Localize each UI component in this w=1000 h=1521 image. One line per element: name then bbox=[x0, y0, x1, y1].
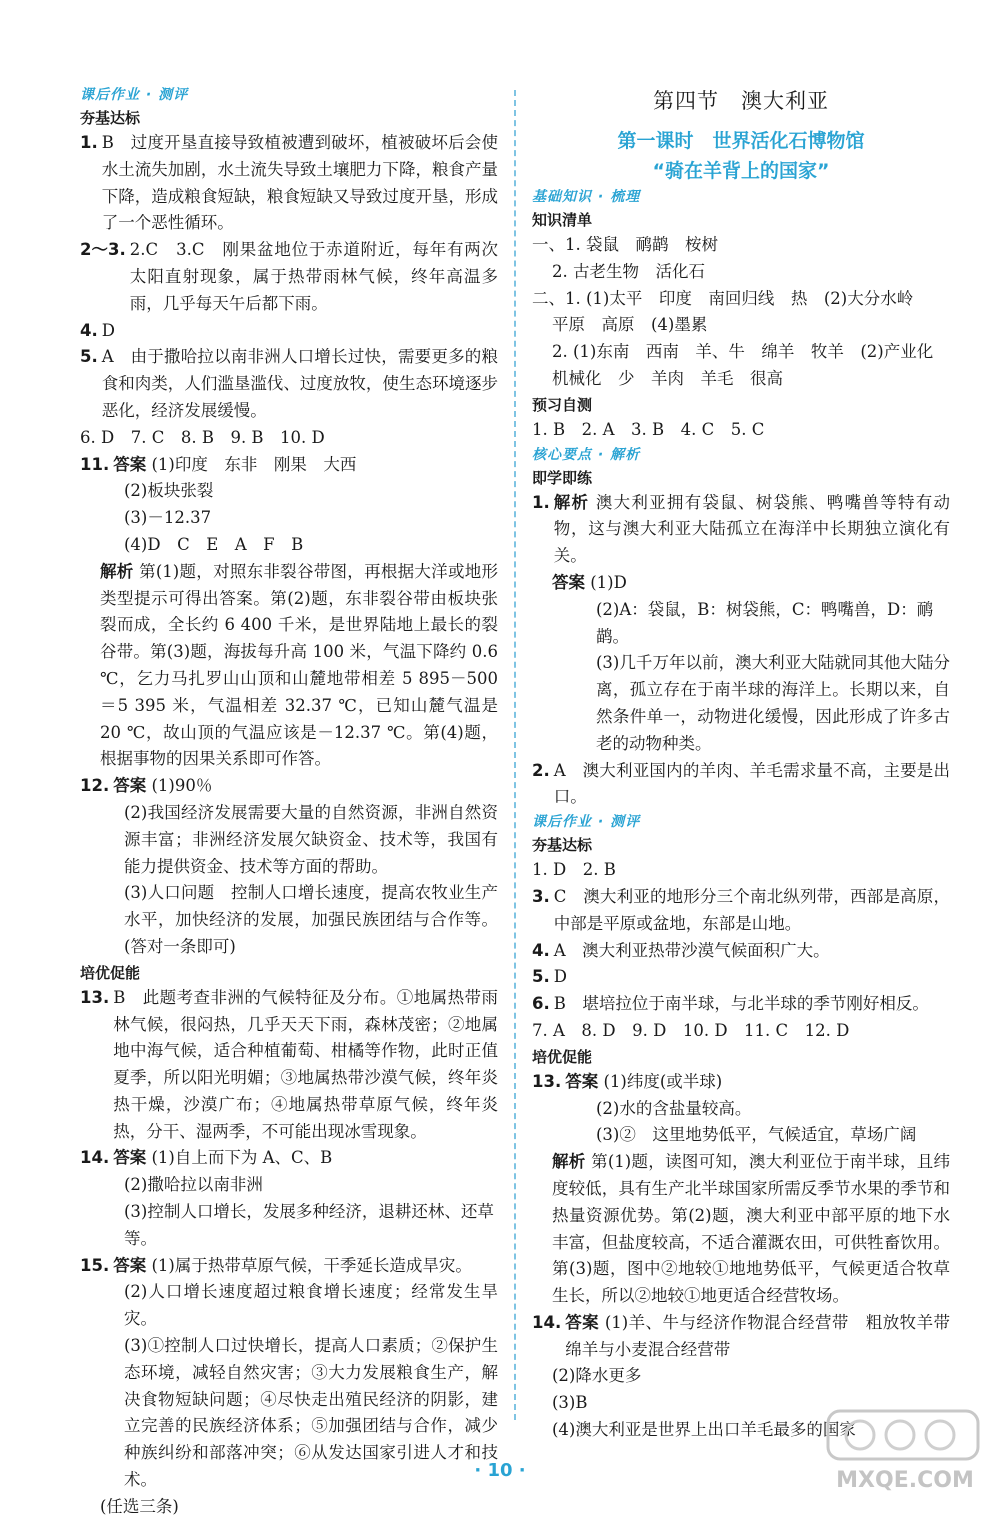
right-column bbox=[532, 84, 967, 1444]
page-number: · 10 · bbox=[474, 1460, 526, 1481]
answer-item bbox=[532, 758, 950, 812]
watermark-logo-icon bbox=[820, 1405, 990, 1495]
answer-text: (2)我国经济发展需要大量的自然资源，非洲自然资源丰富；非洲经济发展欠缺资金、技术等，我国有能力提供资金、技术等方面的帮助。 bbox=[124, 802, 498, 876]
knowledge-line: 一、1. 袋鼠 鸸鹋 桉树 bbox=[532, 235, 718, 254]
knowledge-line: 机械化 少 羊肉 羊毛 很高 bbox=[552, 368, 783, 388]
answer-label: 答案 bbox=[565, 1312, 600, 1332]
answer-item bbox=[80, 237, 498, 317]
item-text: A 澳大利亚国内的羊肉、羊毛需求量不高，主要是出口。 bbox=[553, 760, 950, 807]
item-text: A 由于撒哈拉以南非洲人口增长过快，需要更多的粮食和肉类，人们滥垦滥伐、过度放牧，使生态环境逐步恶化，经济发展缓慢。 bbox=[101, 347, 498, 420]
item-number: 12. bbox=[80, 776, 110, 796]
item-number: 2～3. bbox=[80, 240, 126, 260]
answer-line: 1. B 2. A 3. B 4. C 5. C bbox=[532, 419, 765, 439]
answer-text: (1)羊、牛与经济作物混合经营带 粗放牧羊带 绵羊与小麦混合经营带 bbox=[565, 1312, 967, 1359]
answer-item bbox=[532, 884, 950, 938]
answer-item bbox=[80, 318, 498, 345]
answer-text: (2)板块张裂 bbox=[124, 481, 214, 501]
answer-text: (4)D C E A F B bbox=[124, 534, 304, 554]
item-number: 4. bbox=[80, 320, 98, 340]
analysis-text: 澳大利亚拥有袋鼠、树袋熊、鸭嘴兽等特有动物，这与澳大利亚大陆孤立在海洋中长期独立演化有关。 bbox=[553, 492, 951, 566]
watermark-text: MXQE.COM bbox=[836, 1468, 974, 1493]
knowledge-line: 2. 古老生物 活化石 bbox=[552, 261, 705, 281]
answer-text: (3)人口问题 控制人口增长速度，提高农牧业生产水平，加快经济的发展，加强民族团结与合作等。(答对一条即可) bbox=[124, 883, 498, 956]
answer-text: (2)人口增长速度超过粮食增长速度；经常发生旱灾。 bbox=[124, 1282, 498, 1329]
analysis-text: 第(1)题，读图可知，澳大利亚位于南半球，且纬度较低，具有生产北半球国家所需反季节水果的季节和热量资源优势。第(2)题，澳大利亚中部平原的地下水丰富，但盐度较高，不适合灌溉农田，可供牲畜饮用。第(3)题，图中②地较①地地势低平，气候更适合牧草生长，所以②地较①地更适合经营牧场。 bbox=[552, 1152, 951, 1306]
item-number: 6. bbox=[532, 994, 550, 1014]
answer-text: (2)撒哈拉以南非洲 bbox=[124, 1175, 263, 1195]
answer-text: (3)B bbox=[552, 1393, 588, 1413]
answer-item bbox=[80, 452, 498, 479]
answer-text: (3)② 这里地势低平，气候适宜，草场广阔 bbox=[596, 1125, 917, 1145]
section-header: 核心要点 · 解析 bbox=[532, 446, 641, 463]
answer-text: (1)D bbox=[590, 572, 627, 592]
item-number: 1. bbox=[532, 492, 550, 512]
item-number: 2. bbox=[532, 760, 550, 780]
item-number: 4. bbox=[532, 940, 550, 960]
item-number: 14. bbox=[532, 1312, 562, 1332]
item-text: A 澳大利亚热带沙漠气候面积广大。 bbox=[553, 940, 830, 960]
answer-item bbox=[532, 991, 950, 1018]
answer-text: (1)自上而下为 A、C、B bbox=[151, 1148, 333, 1168]
subsection-header: 夯基达标 bbox=[80, 109, 141, 127]
answer-item bbox=[532, 490, 950, 570]
subsection-header: 预习自测 bbox=[532, 395, 593, 414]
answer-item bbox=[80, 1145, 498, 1172]
item-number: 11. bbox=[80, 454, 110, 474]
item-number: 13. bbox=[532, 1071, 562, 1091]
analysis bbox=[80, 559, 498, 773]
analysis-label: 解析 bbox=[100, 561, 134, 581]
item-text: 2.C 3.C 刚果盆地位于赤道附近，每年有两次太阳直射现象，属于热带雨林气候，终年高温多雨，几乎每天午后都下雨。 bbox=[129, 240, 498, 313]
left-column bbox=[80, 84, 498, 1521]
answer-item bbox=[80, 130, 498, 237]
item-number: 15. bbox=[80, 1255, 110, 1275]
knowledge-line: 平原 高原 (4)墨累 bbox=[552, 315, 708, 335]
answer-text: (3)控制人口增长，发展多种经济，退耕还林、还草等。 bbox=[124, 1202, 494, 1248]
answer-item bbox=[532, 964, 950, 991]
answer-text: (1)属于热带草原气候，干季延长造成旱灾。 bbox=[151, 1255, 472, 1275]
analysis bbox=[532, 1149, 950, 1310]
item-number: 1. bbox=[80, 133, 98, 152]
answer-item bbox=[80, 344, 498, 424]
item-text: B 堪培拉位于南半球，与北半球的季节刚好相反。 bbox=[553, 994, 929, 1014]
answer-line: 6. D 7. C 8. B 9. B 10. D bbox=[80, 427, 325, 447]
subsection-header: 培优促能 bbox=[532, 1047, 593, 1066]
answer-text: (4)澳大利亚是世界上出口羊毛最多的国家 bbox=[552, 1420, 856, 1440]
answer-label: 答案 bbox=[113, 454, 147, 474]
item-text: B 过度开垦直接导致植被遭到破坏，植被破坏后会使水土流失加剧，水土流失导致土壤肥力下降，粮食产量下降，造成粮食短缺，粮食短缺又导致过度开垦，形成了一个恶性循环。 bbox=[101, 133, 498, 233]
item-number: 14. bbox=[80, 1148, 110, 1168]
answer-item bbox=[80, 1253, 498, 1280]
subsection-header: 知识清单 bbox=[532, 211, 593, 229]
answer-text: (3)－12.37 bbox=[124, 508, 212, 528]
answer-label: 答案 bbox=[113, 1255, 147, 1275]
knowledge-line: 二、1. (1)太平 印度 南回归线 热 (2)大分水岭 bbox=[532, 288, 914, 308]
answer-note: (任选三条) bbox=[100, 1496, 179, 1516]
item-number: 5. bbox=[532, 967, 550, 987]
subsection-header: 即学即练 bbox=[532, 468, 593, 487]
subsection-header: 培优促能 bbox=[80, 963, 141, 982]
answer-text: (2)降水更多 bbox=[552, 1366, 642, 1386]
answer-item bbox=[532, 1310, 967, 1364]
item-number: 5. bbox=[80, 347, 98, 367]
answer-text: (1)印度 东非 刚果 大西 bbox=[151, 454, 357, 474]
answer-label: 答案 bbox=[113, 1148, 147, 1168]
item-text: B 此题考查非洲的气候特征及分布。①地属热带雨林气候，很闷热，几乎天天下雨，森林茂密；②地属地中海气候，适合种植葡萄、柑橘等作物，此时正值夏季，所以阳光明媚；③地属热带沙漠气候，终年炎热干燥，沙漠广布；④地属热带草原气候，终年炎热，分干、湿两季，不可能出现冰雪现象。 bbox=[113, 987, 498, 1141]
answer-item bbox=[80, 985, 498, 1146]
section-header: 课后作业 · 测评 bbox=[80, 87, 189, 103]
analysis-label: 解析 bbox=[552, 1152, 586, 1172]
answer-label: 答案 bbox=[565, 1071, 599, 1091]
lesson-title: 第一课时 世界活化石博物馆 bbox=[617, 130, 865, 152]
analysis-label: 解析 bbox=[553, 492, 590, 512]
answer-line: 7. A 8. D 9. D 10. D 11. C 12. D bbox=[532, 1020, 850, 1040]
answer-text: (3)①控制人口过快增长，提高人口素质；②保护生态环境，减轻自然灾害；③大力发展粮食生产，解决食物短缺问题；④尽快走出殖民经济的阴影，建立完善的民族经济体系；⑤加强团结与合作，减少种族纠纷和部落冲突；⑥从发达国家引进人才和技术。 bbox=[124, 1336, 498, 1490]
knowledge-line: 2. (1)东南 西南 羊、牛 绵羊 牧羊 (2)产业化 bbox=[552, 342, 934, 362]
lesson-subtitle: “骑在羊背上的国家” bbox=[652, 160, 830, 182]
answer-line: 1. D 2. B bbox=[532, 860, 616, 880]
analysis-text: 第(1)题，对照东非裂谷带图，再根据大洋或地形类型提示可得出答案。第(2)题，东非裂谷带由板块张裂而成，全长约 6 400 千米，是世界陆地上最长的裂谷带。第(3)题，海拔每升高 100 米，气温下降约 0.6 ℃，乞力马扎罗山山顶和山麓地带相差 5 895－500＝5 395 米，气温相差 32.37 ℃，已知山麓气温是 20 ℃，故山顶的气温应该是－12.37 ℃。第(4)题，根据事物的因果关系即可作答。 bbox=[100, 561, 499, 769]
item-text: C 澳大利亚的地形分三个南北纵列带，西部是高原，中部是平原或盆地，东部是山地。 bbox=[553, 886, 950, 933]
section-header: 课后作业 · 测评 bbox=[532, 814, 641, 831]
section-title: 第四节 澳大利亚 bbox=[653, 89, 829, 113]
item-number: 13. bbox=[80, 987, 110, 1007]
section-header: 基础知识 · 梳理 bbox=[532, 189, 641, 205]
item-text: D bbox=[101, 320, 115, 340]
answer-text: (3)几千万年以前，澳大利亚大陆就同其他大陆分离，孤立存在于南半球的海洋上。长期以来，自然条件单一，动物进化缓慢，因此形成了许多古老的动物种类。 bbox=[596, 653, 950, 753]
answer-text: (2)A：袋鼠，B：树袋熊，C：鸭嘴兽，D：鸸鹋。 bbox=[596, 599, 934, 646]
answer-item bbox=[532, 938, 950, 965]
answer-text: (2)水的含盐量较高。 bbox=[596, 1098, 752, 1118]
item-text: D bbox=[553, 967, 567, 987]
subsection-header: 夯基达标 bbox=[532, 836, 593, 855]
answer-item bbox=[532, 1069, 950, 1096]
item-number: 3. bbox=[532, 886, 550, 906]
answer-item bbox=[80, 773, 498, 800]
answer-label: 答案 bbox=[113, 776, 147, 796]
column-divider bbox=[514, 90, 516, 1420]
answer-text: (1)纬度(或半球) bbox=[603, 1071, 723, 1091]
answer-text: (1)90％ bbox=[151, 776, 213, 796]
answer-label: 答案 bbox=[552, 572, 585, 592]
